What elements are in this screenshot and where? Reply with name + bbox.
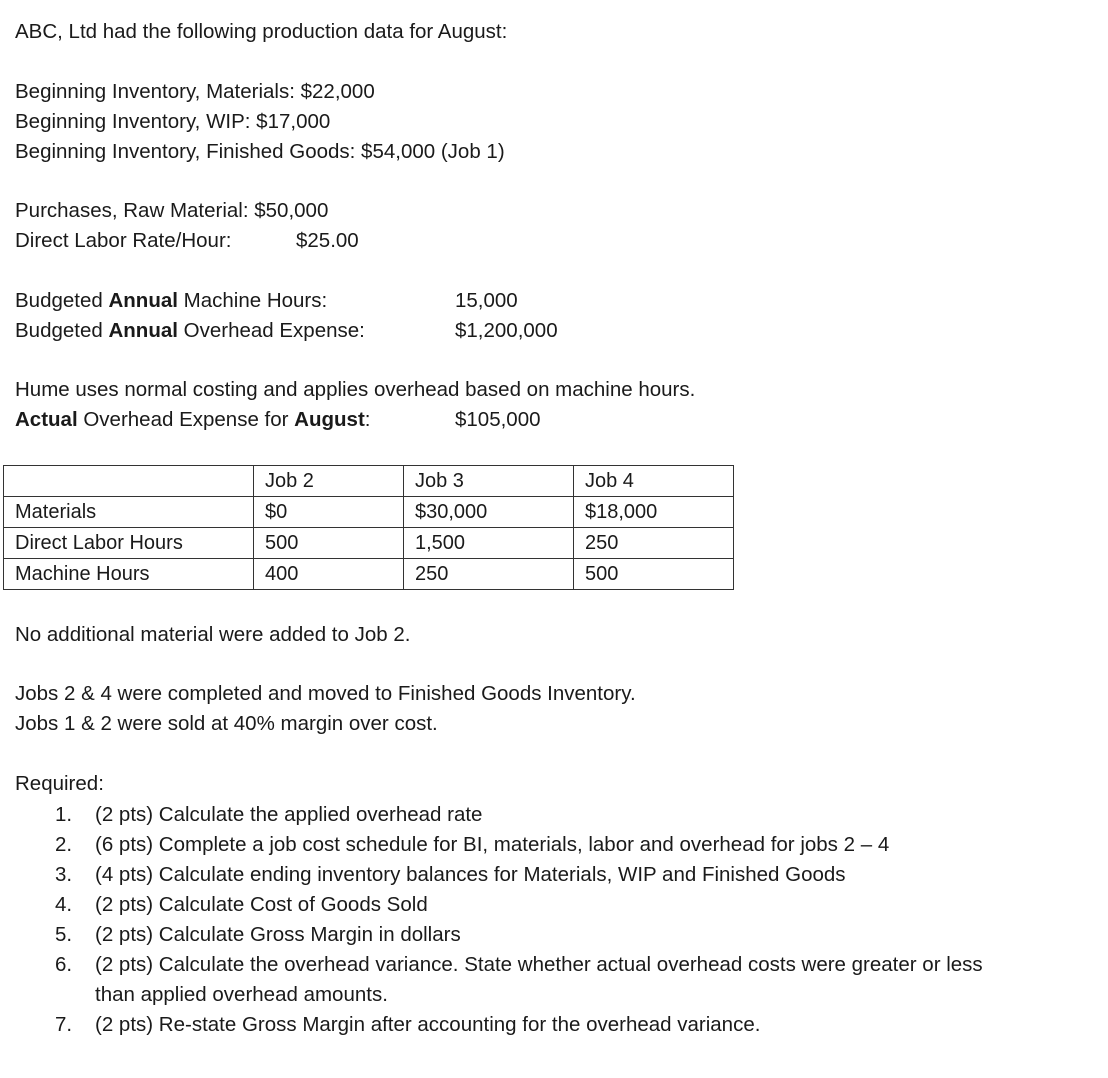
list-item-text: (6 pts) Complete a job cost schedule for BI, materials, labor and overhead for jobs 2 – 4	[95, 833, 890, 856]
labor-rate-value: $25.00	[296, 229, 359, 252]
actual-overhead-label: Actual Overhead Expense for August:	[15, 408, 371, 431]
list-item	[55, 890, 1015, 920]
table-row	[4, 559, 734, 590]
table-cell: 250	[404, 559, 574, 590]
budget-overhead-label: Budgeted Annual Overhead Expense:	[15, 319, 365, 342]
list-item-number: 4.	[55, 893, 73, 916]
table-cell: 500	[254, 528, 404, 559]
costing-note: Hume uses normal costing and applies overhead based on machine hours.	[15, 378, 696, 401]
list-item	[55, 860, 1015, 890]
table-header-row	[4, 466, 734, 497]
bi-materials: Beginning Inventory, Materials: $22,000	[15, 80, 375, 103]
table-cell: $18,000	[574, 497, 734, 528]
table-cell: 1,500	[404, 528, 574, 559]
list-item-text: (2 pts) Calculate the applied overhead rate	[95, 803, 483, 826]
budget-overhead-value: $1,200,000	[455, 319, 558, 342]
table-header-cell: Job 2	[254, 466, 404, 497]
table-cell: $30,000	[404, 497, 574, 528]
list-item	[55, 950, 1015, 1010]
table-header-cell	[4, 466, 254, 497]
intro-text: ABC, Ltd had the following production data for August:	[15, 20, 508, 43]
list-item-text: (2 pts) Calculate Cost of Goods Sold	[95, 893, 428, 916]
required-list	[55, 800, 1015, 1040]
list-item-number: 7.	[55, 1013, 73, 1036]
list-item-number: 5.	[55, 923, 73, 946]
actual-overhead-value: $105,000	[455, 408, 541, 431]
table-cell: 400	[254, 559, 404, 590]
list-item-number: 3.	[55, 863, 73, 886]
job2-note: No additional material were added to Job 2.	[15, 623, 411, 646]
budget-machine-label: Budgeted Annual Machine Hours:	[15, 289, 328, 312]
bi-finished-goods: Beginning Inventory, Finished Goods: $54,000 (Job 1)	[15, 140, 505, 163]
table-cell: Machine Hours	[4, 559, 254, 590]
table-cell: Materials	[4, 497, 254, 528]
bi-wip: Beginning Inventory, WIP: $17,000	[15, 110, 331, 133]
list-item	[55, 1010, 1015, 1040]
list-item	[55, 920, 1015, 950]
table-cell: 500	[574, 559, 734, 590]
list-item-text: (2 pts) Re-state Gross Margin after accounting for the overhead variance.	[95, 1013, 761, 1036]
table-cell: 250	[574, 528, 734, 559]
job-data-table	[3, 465, 734, 590]
table-row	[4, 497, 734, 528]
list-item-text: (4 pts) Calculate ending inventory balances for Materials, WIP and Finished Goods	[95, 863, 846, 886]
list-item-number: 1.	[55, 803, 73, 826]
list-item-number: 6.	[55, 953, 73, 976]
list-item	[55, 800, 1015, 830]
purchases-raw-material: Purchases, Raw Material: $50,000	[15, 199, 329, 222]
list-item-number: 2.	[55, 833, 73, 856]
sold-note: Jobs 1 & 2 were sold at 40% margin over cost.	[15, 712, 438, 735]
labor-rate-label: Direct Labor Rate/Hour:	[15, 229, 232, 252]
table-header-cell: Job 4	[574, 466, 734, 497]
table-cell: $0	[254, 497, 404, 528]
list-item-text: (2 pts) Calculate the overhead variance. State whether actual overhead costs were greater or less than applied overhead amounts.	[95, 953, 983, 1006]
required-label: Required:	[15, 772, 104, 795]
list-item	[55, 830, 1015, 860]
table-row	[4, 528, 734, 559]
table-cell: Direct Labor Hours	[4, 528, 254, 559]
list-item-text: (2 pts) Calculate Gross Margin in dollars	[95, 923, 461, 946]
completion-note: Jobs 2 & 4 were completed and moved to Finished Goods Inventory.	[15, 682, 636, 705]
table-header-cell: Job 3	[404, 466, 574, 497]
budget-machine-value: 15,000	[455, 289, 518, 312]
